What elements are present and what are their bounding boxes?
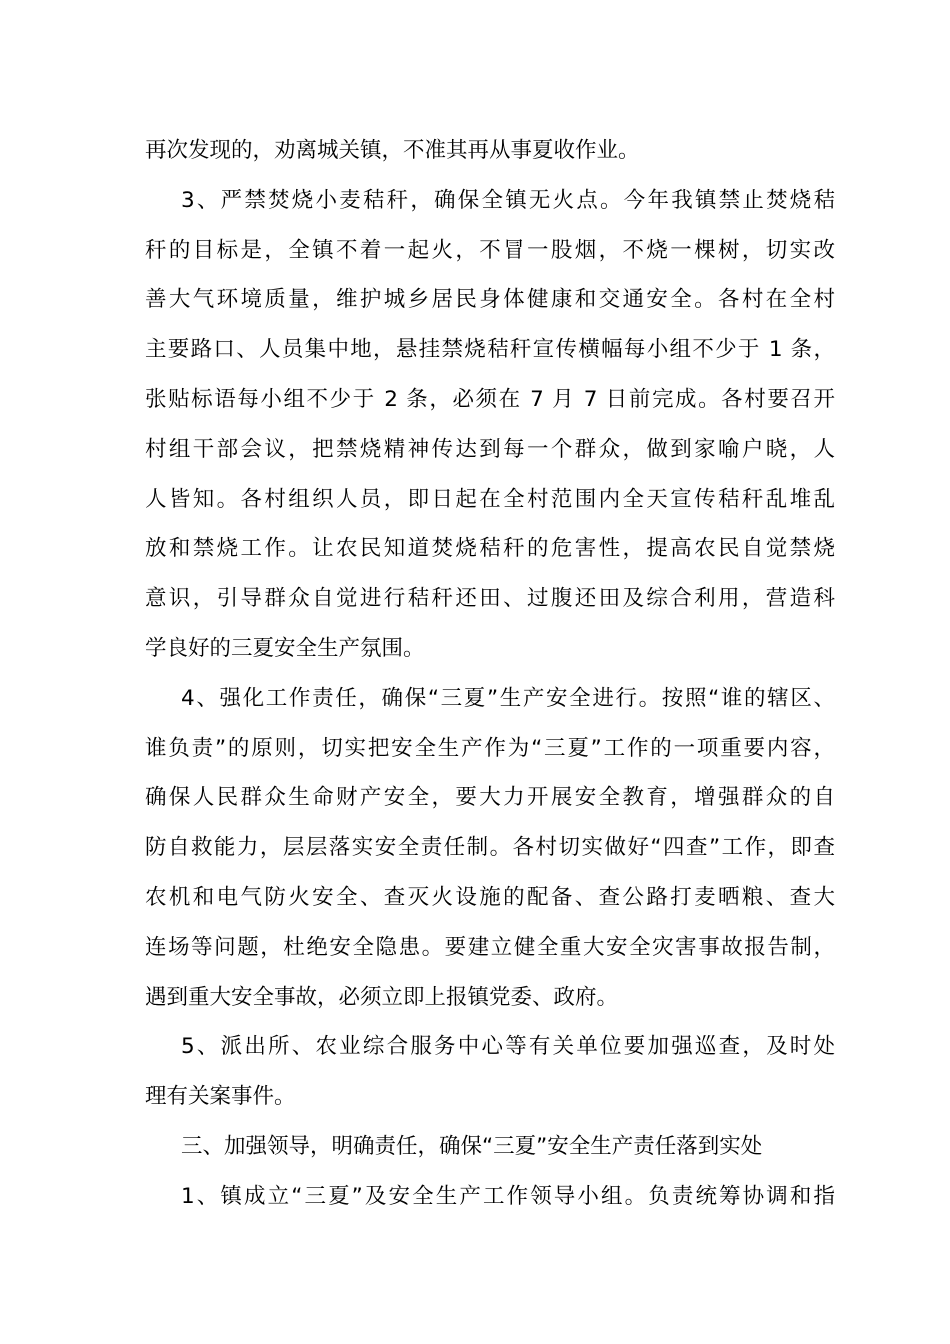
text-line: 意识，引导群众自觉进行秸秆还田、过腹还田及综合利用，营造科 (145, 586, 835, 612)
document-body (145, 126, 835, 1222)
section-3-heading: 三、加强领导，明确责任，确保“三夏”安全生产责任落到实处 (181, 1133, 763, 1159)
text-line: 秆的目标是，全镇不着一起火，不冒一股烟，不烧一棵树，切实改 (145, 237, 835, 263)
text-line: 防自救能力，层层落实安全责任制。各村切实做好“四查”工作，即查 (145, 835, 835, 861)
text-line: 放和禁烧工作。让农民知道焚烧秸秆的危害性，提高农民自觉禁烧 (145, 536, 835, 562)
text-line: 农机和电气防火安全、查灭火设施的配备、查公路打麦晒粮、查大 (145, 884, 835, 910)
text-line: 村组干部会议，把禁烧精神传达到每一个群众，做到家喻户晓，人 (145, 436, 835, 462)
text-line: 遇到重大安全事故，必须立即上报镇党委、政府。 (145, 984, 619, 1010)
text-line: 主要路口、人员集中地，悬挂禁烧秸秆宣传横幅每小组不少于 1 条， (145, 337, 835, 363)
paragraph-1-heading-line: 1、镇成立“三夏”及安全生产工作领导小组。负责统筹协调和指 (181, 1183, 835, 1209)
text-line: 谁负责”的原则，切实把安全生产作为“三夏”工作的一项重要内容， (145, 735, 835, 761)
paragraph-4-heading-line: 4、强化工作责任，确保“三夏”生产安全进行。按照“谁的辖区、 (181, 685, 835, 711)
text-line: 理有关案事件。 (145, 1084, 296, 1110)
paragraph-3-heading-line: 3、严禁焚烧小麦秸秆，确保全镇无火点。今年我镇禁止焚烧秸 (181, 187, 835, 213)
text-line: 再次发现的，劝离城关镇，不准其再从事夏收作业。 (145, 138, 640, 163)
text-line: 善大气环境质量，维护城乡居民身体健康和交通安全。各村在全村 (145, 287, 835, 313)
text-line: 连场等问题，杜绝安全隐患。要建立健全重大安全灾害事故报告制， (145, 934, 835, 960)
paragraph-5-heading-line: 5、派出所、农业综合服务中心等有关单位要加强巡查，及时处 (181, 1034, 835, 1060)
text-line: 学良好的三夏安全生产氛围。 (145, 635, 425, 661)
text-line: 人皆知。各村组织人员，即日起在全村范围内全天宣传秸秆乱堆乱 (145, 486, 835, 512)
text-line: 确保人民群众生命财产安全，要大力开展安全教育，增强群众的自 (145, 785, 835, 811)
text-line: 张贴标语每小组不少于 2 条，必须在 7 月 7 日前完成。各村要召开 (145, 386, 835, 412)
